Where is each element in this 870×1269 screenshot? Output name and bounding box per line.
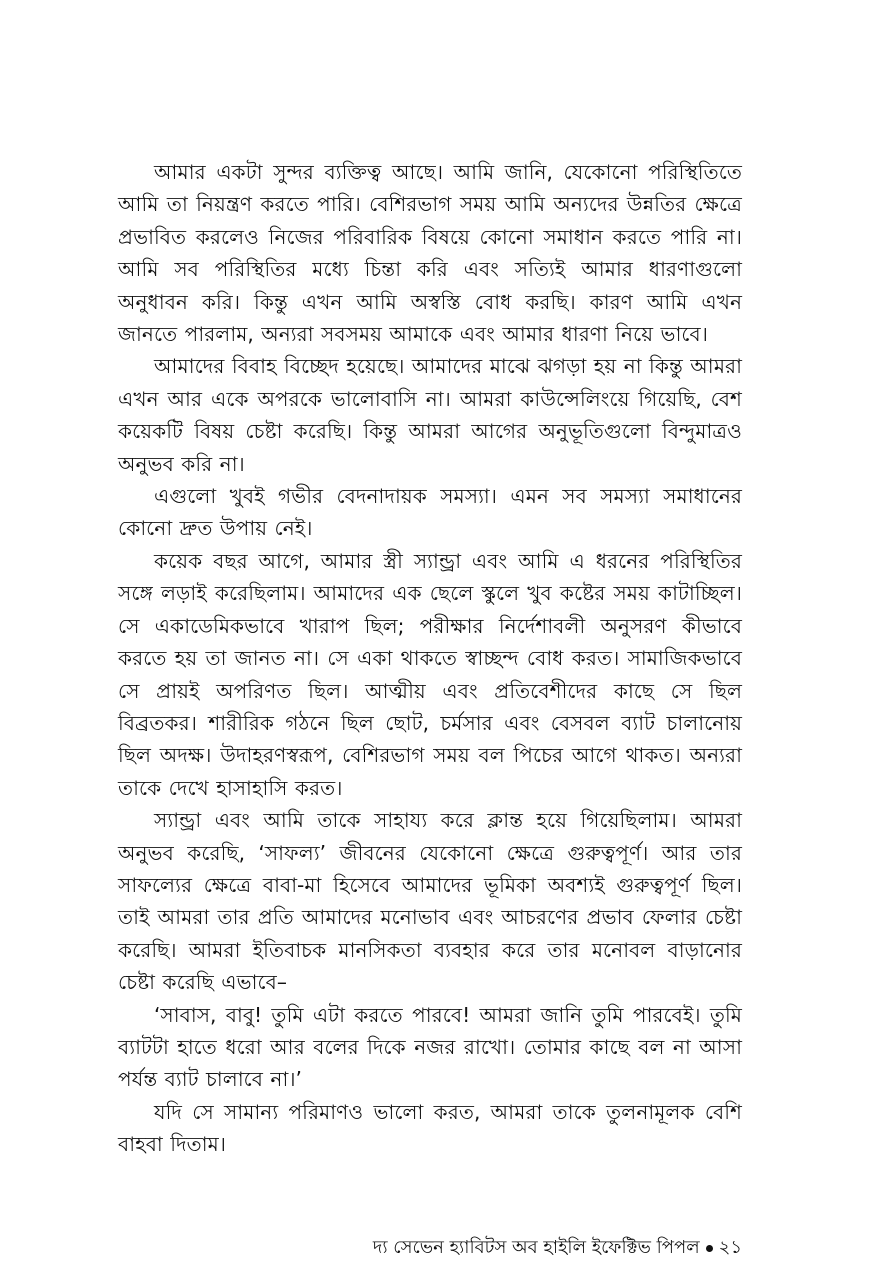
paragraph-3: এগুলো খুবই গভীর বেদনাদায়ক সমস্যা। এমন সব সমস্যা সমাধানের কোনো দ্রুত উপায় নেই।	[118, 484, 742, 541]
paragraph-1: আমার একটা সুন্দর ব্যক্তিত্ব আছে। আমি জানি, যেকোনো পরিস্থিতিতে আমি তা নিয়ন্ত্রণ করতে পারি। বেশিরভাগ সময় আমি অন্যদের উন্নতির ক্ষেত্রে প্রভাবিত করলেও নিজের পরিবারিক বিষয়ে কোনো সমাধান করতে পারি না। আমি সব পরিস্থিতির মধ্যে চিন্তা করি এবং সত্যিই আমার ধারণাগুলো অনুধাবন করি। কিন্তু এখন আমি অস্বস্তি বোধ করছি। কারণ আমি এখন জানতে পারলাম, অন্যরা সবসময় আমাকে এবং আমার ধারণা নিয়ে ভাবে।	[118, 160, 742, 347]
body-text	[118, 156, 742, 1161]
paragraph-6: ‘সাবাস, বাবু! তুমি এটা করতে পারবে! আমরা জানি তুমি পারবেই। তুমি ব্যাটটা হাতে ধরো আর বলের দিকে নজর রাখো। তোমার কাছে বল না আসা পর্যন্ত ব্যাট চালাবে না।’	[118, 1002, 742, 1092]
bullet-separator	[706, 1245, 713, 1252]
page-number: ২১	[718, 1237, 742, 1258]
paragraph-2: আমাদের বিবাহ বিচ্ছেদ হয়েছে। আমাদের মাঝে ঝগড়া হয় না কিন্তু আমরা এখন আর একে অপরকে ভালোবাসি না। আমরা কাউন্সেলিংয়ে গিয়েছি, বেশ কয়েকটি বিষয় চেষ্টা করেছি। কিন্তু আমরা আগের অনুভূতিগুলো বিন্দুমাত্রও অনুভব করি না।	[118, 354, 742, 476]
running-title: দ্য সেভেন হ্যাবিটস অব হাইলি ইফেক্টিভ পিপল	[372, 1237, 700, 1258]
page-footer	[373, 1236, 742, 1260]
paragraph-7: যদি সে সামান্য পরিমাণও ভালো করত, আমরা তাকে তুলনামূলক বেশি বাহবা দিতাম।	[118, 1099, 742, 1157]
paragraph-4: কয়েক বছর আগে, আমার স্ত্রী স্যান্ড্রা এবং আমি এ ধরনের পরিস্থিতির সঙ্গে লড়াই করেছিলাম। আমাদের এক ছেলে স্কুলে খুব কষ্টের সময় কাটাচ্ছিল। সে একাডেমিকভাবে খারাপ ছিল; পরীক্ষার নির্দেশাবলী অনুসরণ কীভাবে করতে হয় তা জানত না। সে একা থাকতে স্বাচ্ছন্দ বোধ করত। সামাজিকভাবে সে প্রায়ই অপরিণত ছিল। আত্মীয় এবং প্রতিবেশীদের কাছে সে ছিল বিব্রতকর। শারীরিক গঠনে ছিল ছোট, চর্মসার এবং বেসবল ব্যাট চালানোয় ছিল অদক্ষ। উদাহরণস্বরূপ, বেশিরভাগ সময় বল পিচের আগে থাকত। অন্যরা তাকে দেখে হাসাহাসি করত।	[118, 548, 742, 800]
paragraph-5: স্যান্ড্রা এবং আমি তাকে সাহায্য করে ক্লান্ত হয়ে গিয়েছিলাম। আমরা অনুভব করেছি, ‘সাফল্য’ জীবনের যেকোনো ক্ষেত্রে গুরুত্বপূর্ণ। আর তার সাফল্যের ক্ষেত্রে বাবা-মা হিসেবে আমাদের ভূমিকা অবশ্যই গুরুত্বপূর্ণ ছিল। তাই আমরা তার প্রতি আমাদের মনোভাব এবং আচরণের প্রভাব ফেলার চেষ্টা করেছি। আমরা ইতিবাচক মানসিকতা ব্যবহার করে তার মনোবল বাড়ানোর চেষ্টা করেছি এভাবে–	[118, 808, 742, 995]
